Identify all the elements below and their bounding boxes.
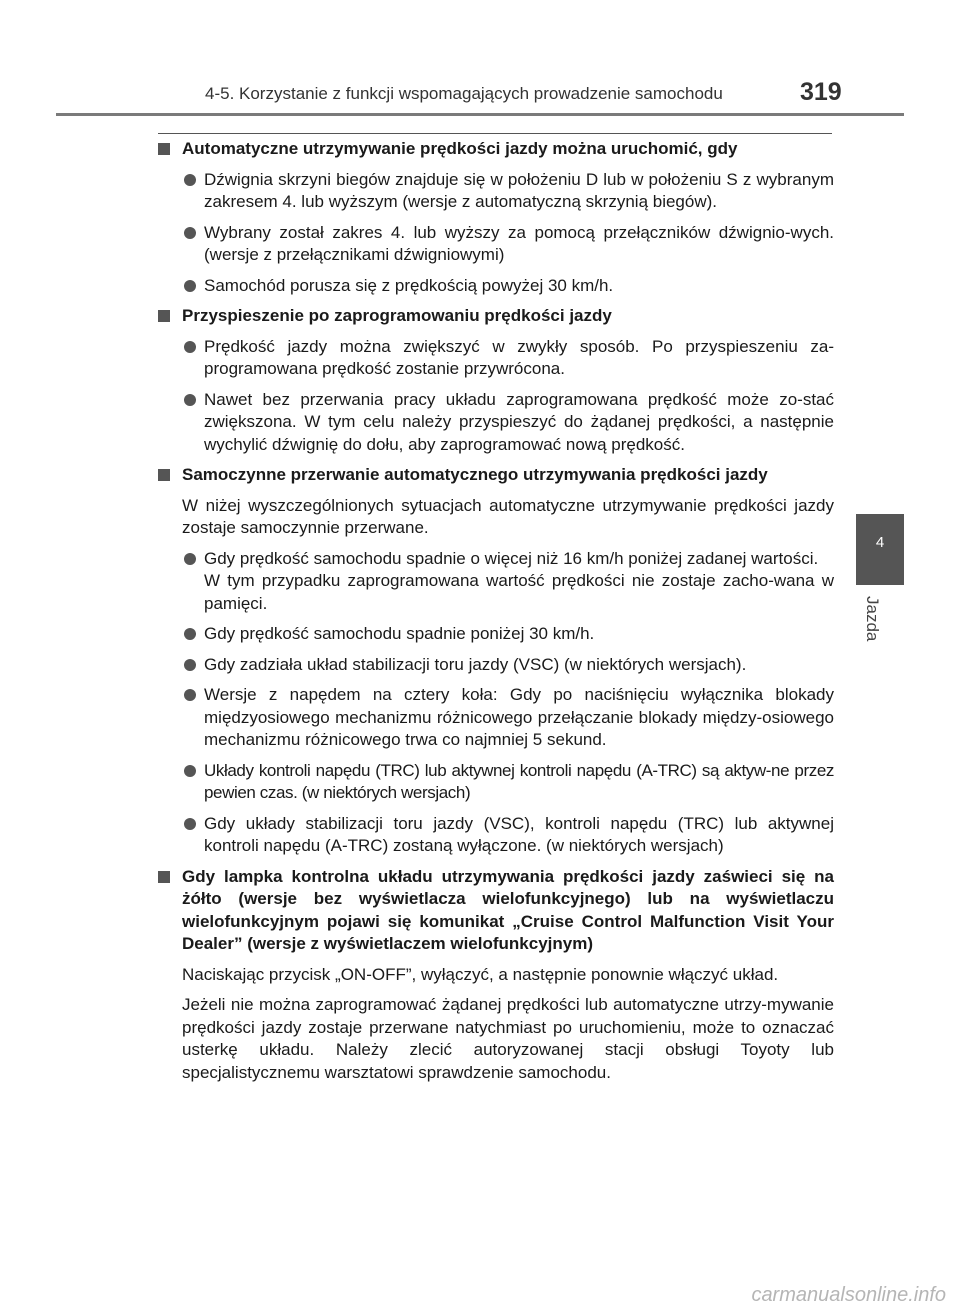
round-bullet-icon: [184, 227, 196, 239]
round-bullet-icon: [184, 553, 196, 565]
round-bullet-icon: [184, 341, 196, 353]
list-item-text: Układy kontroli napędu (TRC) lub aktywnej kontroli napędu (A-TRC) są aktyw-ne przez pewien czas. (w niektórych wersjach): [204, 760, 834, 802]
round-bullet-icon: [184, 174, 196, 186]
section-automatic-cancel: [158, 464, 834, 858]
list-item-text: Samochód porusza się z prędkością powyżej 30 km/h.: [204, 275, 614, 295]
square-bullet-icon: [158, 871, 170, 883]
watermark-text: carmanualsonline.info: [751, 1284, 946, 1306]
list-item: [182, 654, 834, 677]
section-heading-text: Przyspieszenie po zaprogramowaniu prędkości jazdy: [182, 306, 612, 325]
list-item-text: Wersje z napędem na cztery koła: Gdy po naciśnięciu wyłącznika blokady międzyosiowego mechanizmu różnicowego przełączanie blokady między-osiowego mechanizmu różnicowego trwa co najmniej 5 sekund.: [204, 685, 834, 749]
chapter-title: 4-5. Korzystanie z funkcji wspomagających prowadzenie samochodu: [205, 84, 723, 103]
list-item: [182, 548, 834, 616]
section-acceleration: [158, 305, 834, 456]
header-rule: [56, 113, 904, 116]
list-item: [182, 813, 834, 858]
section-heading: [158, 305, 834, 328]
round-bullet-icon: [184, 628, 196, 640]
page-content: [158, 138, 834, 1092]
list-item-text: Gdy prędkość samochodu spadnie poniżej 30 km/h.: [204, 624, 595, 643]
list-item: [182, 623, 834, 646]
list-item: [182, 389, 834, 457]
chapter-tab[interactable]: [856, 514, 904, 585]
section-warning-light: [158, 866, 834, 1085]
list-item-text: Gdy układy stabilizacji toru jazdy (VSC), kontroli napędu (TRC) lub aktywnej kontroli napędu (A-TRC) zostaną wyłączone. (w niektórych wersjach): [204, 813, 834, 855]
round-bullet-icon: [184, 659, 196, 671]
round-bullet-icon: [184, 280, 196, 292]
round-bullet-icon: [184, 765, 196, 777]
section-heading-text: Samoczynne przerwanie automatycznego utrzymywania prędkości jazdy: [182, 465, 768, 484]
section-heading: [158, 464, 834, 487]
square-bullet-icon: [158, 310, 170, 322]
list-item: [182, 222, 834, 267]
section-paragraph: Jeżeli nie można zaprogramować żądanej prędkości lub automatyczne utrzy-mywanie prędkości jazdy zostaje przerwane natychmiast po uruchomieniu, może to oznaczać usterkę układu. Należy zlecić autoryzowanej stacji obsługi Toyoty lub specjalistycznemu warsztatowi sprawdzenie samochodu.: [182, 995, 834, 1082]
square-bullet-icon: [158, 143, 170, 155]
list-item: [182, 760, 834, 805]
section-paragraph: W niżej wyszczególnionych sytuacjach automatyczne utrzymywanie prędkości jazdy zostaje samoczynnie przerwane.: [182, 495, 834, 537]
list-item-text: Gdy zadziała układ stabilizacji toru jazdy (VSC) (w niektórych wersjach).: [204, 654, 747, 674]
section-activation-conditions: [158, 138, 834, 297]
list-item-text: Gdy prędkość samochodu spadnie o więcej niż 16 km/h poniżej zadanej wartości. W tym przypadku zaprogramowana wartość prędkości nie zostaje zacho-wana w pamięci.: [204, 548, 834, 613]
round-bullet-icon: [184, 818, 196, 830]
list-item-text: Wybrany został zakres 4. lub wyższy za pomocą przełączników dźwignio-wych. (wersje z przełącznikami dźwigniowymi): [204, 222, 834, 264]
list-item: [182, 684, 834, 752]
list-item-text: Prędkość jazdy można zwiększyć w zwykły sposób. Po przyspieszeniu za-programowana prędkość zostanie przywrócona.: [204, 336, 834, 378]
chapter-tab-number: 4: [875, 534, 885, 551]
square-bullet-icon: [158, 469, 170, 481]
round-bullet-icon: [184, 394, 196, 406]
list-item: [182, 169, 834, 214]
section-heading: [158, 866, 834, 956]
list-item-text: Nawet bez przerwania pracy układu zaprogramowana prędkość może zo-stać zwiększona. W tym celu należy przyspieszyć do żądanej prędkości, a następnie wychylić dźwignię do dołu, aby zaprogramować nową prędkość.: [204, 389, 834, 454]
page-header: [0, 0, 960, 116]
section-paragraph: Naciskając przycisk „ON-OFF”, wyłączyć, a następnie ponownie włączyć układ.: [182, 964, 779, 984]
section-heading-text: Gdy lampka kontrolna układu utrzymywania prędkości jazdy zaświeci się na żółto (wersje bez wyświetlacza wielofunkcyjnego) lub na wyświetlaczu wielofunkcyjnym pojawi się komunikat „Cruise Control Malfunction Visit Your Dealer” (wersje z wyświetlaczem wielofunkcyjnym): [182, 866, 834, 953]
section-heading-text: Automatyczne utrzymywanie prędkości jazdy można uruchomić, gdy: [182, 139, 738, 158]
page-number: 319: [800, 78, 842, 106]
round-bullet-icon: [184, 689, 196, 701]
chapter-tab-label: Jazda: [863, 596, 882, 642]
list-item: [182, 336, 834, 381]
list-item: [182, 275, 834, 298]
list-item-text: Dźwignia skrzyni biegów znajduje się w położeniu D lub w położeniu S z wybranym zakresem 4. lub wyższym (wersje z automatyczną skrzynią biegów).: [204, 169, 834, 211]
content-rule: [158, 133, 832, 134]
section-heading: [158, 138, 834, 161]
